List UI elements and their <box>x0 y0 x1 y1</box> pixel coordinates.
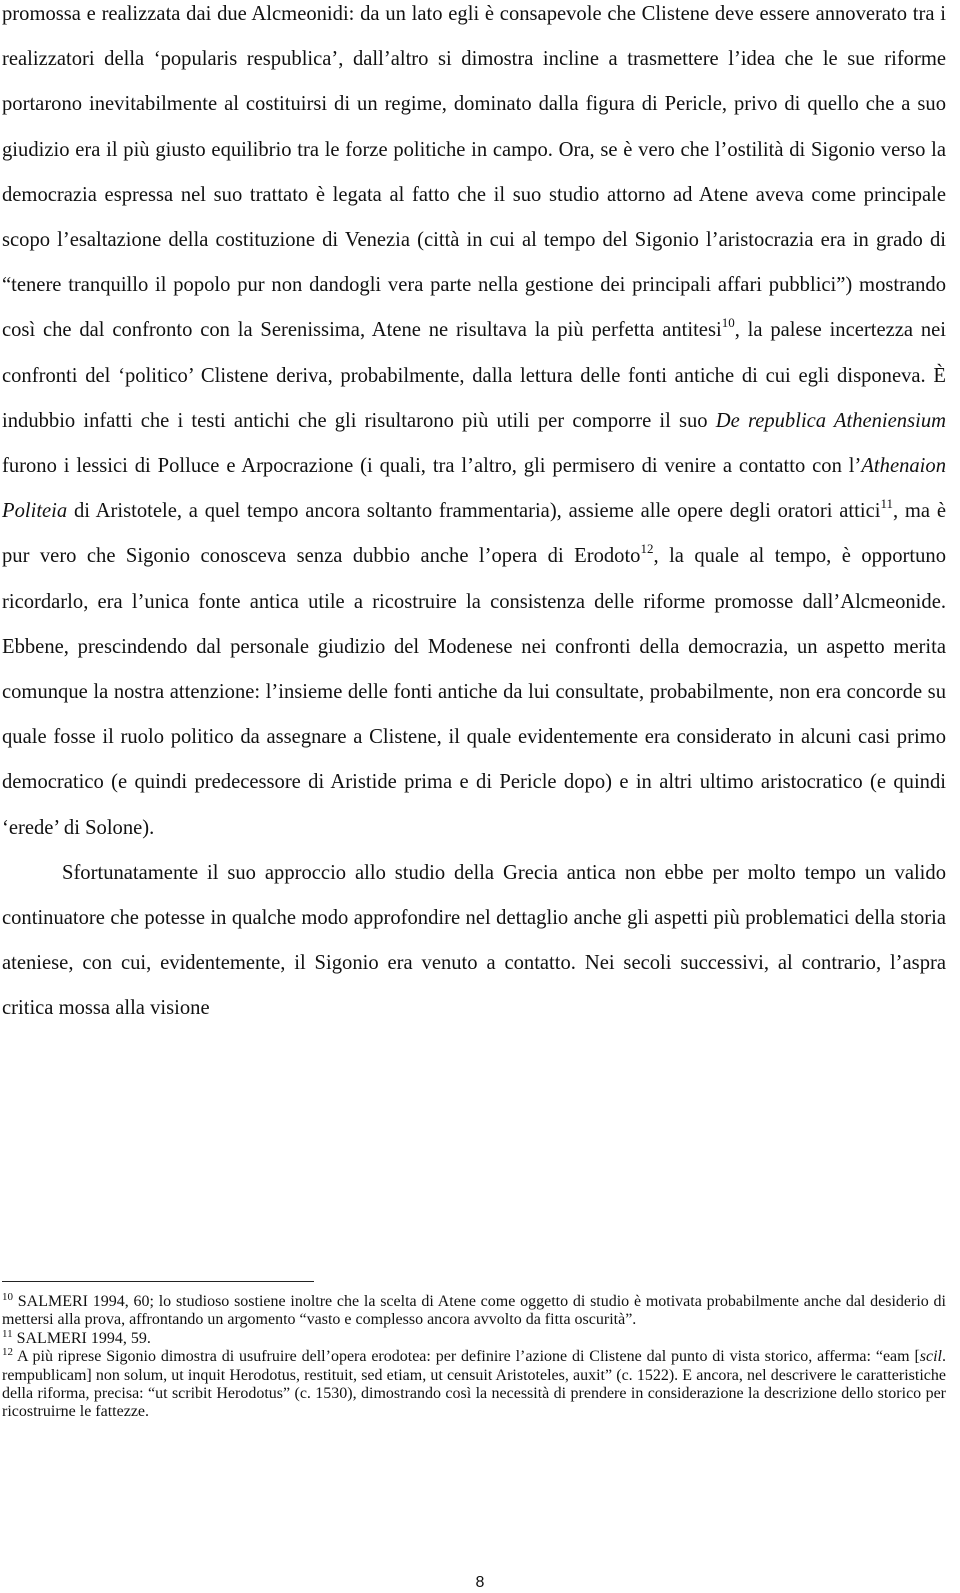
italic-title: De republica Atheniensium <box>715 409 946 432</box>
text-run: promossa e realizzata dai due Alcmeonidi: da un lato egli è consapevole che Clistene deve essere annoverato tra i realizzatori della ‘popularis respublica’, dall’altro si dimostra incline a trasmettere l’idea che le sue riforme portarono inevitabilmente al costituirsi di un regime, dominato dalla figura di Pericle, privo di quello che a suo giudizio era il più giusto equilibrio tra le forze politiche in campo. Ora, se è vero che l’ostilità di Sigonio verso la democrazia espressa nel suo trattato è legata al fatto che il suo studio attorno ad Atene aveva come principale scopo l’esaltazione della costituzione di Venezia (città in cui al tempo del Sigonio l’aristocrazia era in grado di “tenere tranquillo il popolo pur non dandogli vera parte nella gestione dei principali affari pubblici”) mostrando così che dal confronto con la Serenissima, Atene ne risultava la più perfetta antitesi <box>2 3 946 342</box>
italic-title: Athenaion Politeia <box>2 455 946 523</box>
text-run: furono i lessici di Polluce e Arpocrazione (i quali, tra l’altro, gli permisero di venire a contatto con l’ <box>2 455 862 478</box>
text-run: , la quale al tempo, è opportuno ricordarlo, era l’unica fonte antica utile a ricostruire la consistenza delle riforme promosse dall’Alcmeonide. Ebbene, prescindendo dal personale giudizio del Modenese nei confronti della democrazia, un aspetto merita comunque la nostra attenzione: l’insieme delle fonti antiche da lui consultate, probabilmente, non era concorde su quale fosse il ruolo politico da assegnare a Clistene, il quale evidentemente era considerato in alcuni casi primo democratico (e quindi predecessore di Aristide prima e di Pericle dopo) e in altri ultimo aristocratico (e quindi ‘erede’ di Solone). <box>2 545 946 839</box>
footnote-text: . rempublicam] non solum, ut inquit Herodotus, restituit, sed etiam, ut censuit Aristoteles, auxit” (c. 1522). E ancora, nel descrivere le caratteristiche della riforma, precisa: “ut scribit Herodotus” (c. 1530), dimostrando così la necessità di prendere in considerazione la descrizione dello storico per ricostruirne le fattezze. <box>2 1348 946 1421</box>
paragraph: Sfortunatamente il suo approccio allo studio della Grecia antica non ebbe per molto tempo un valido continuatore che potesse in qualche modo approfondire nel dettaglio anche gli aspetti più problematici della storia ateniese, con cui, evidentemente, il Sigonio era venuto a contatto. Nei secoli successivi, al contrario, l’aspra critica mossa alla visione <box>2 861 946 1020</box>
footnote-number: 12 <box>2 1346 13 1359</box>
footnote-ref-10[interactable]: 10 <box>721 315 735 331</box>
footnote-separator <box>2 1281 314 1282</box>
footnote-10 <box>2 1293 946 1330</box>
text-run: di Aristotele, a quel tempo ancora soltanto frammentaria), assieme alle opere degli oratori attici <box>67 500 881 523</box>
footnote-number: 11 <box>2 1327 13 1340</box>
main-text <box>2 0 946 1032</box>
page-number: 8 <box>475 1574 485 1591</box>
footnote-text: A più riprese Sigonio dimostra di usufruire dell’opera erodotea: per definire l’azione di Clistene dal punto di vista storico, afferma: “eam [ <box>13 1348 920 1366</box>
footnote-text: SALMERI 1994, 59. <box>12 1329 151 1347</box>
italic-abbreviation: scil <box>919 1348 942 1366</box>
text-run: , la palese incertezza nei confronti del ‘politico’ Clistene deriva, probabilmente, dalla lettura delle fonti antiche di cui egli disponeva. È indubbio infatti che i testi antichi che gli risultarono più utili per comporre il suo <box>2 319 946 432</box>
paragraph <box>2 0 946 851</box>
footnote-12 <box>2 1348 946 1422</box>
text-run: , ma è pur vero che Sigonio conosceva senza dubbio anche l’opera di Erodoto <box>2 500 946 568</box>
footnotes <box>2 1293 946 1422</box>
footnote-ref-11[interactable]: 11 <box>880 496 893 512</box>
footnote-text: SALMERI 1994, 60; lo studioso sostiene inoltre che la scelta di Atene come oggetto di studio è motivata probabilmente anche dal desiderio di mettersi alla prova, affrontando un argomento “vasto e complesso ancora avvolto da fitta oscurità”. <box>2 1293 946 1329</box>
footnote-number: 10 <box>2 1291 13 1303</box>
footnote-ref-12[interactable]: 12 <box>640 541 654 557</box>
footnote-11 <box>2 1327 946 1348</box>
